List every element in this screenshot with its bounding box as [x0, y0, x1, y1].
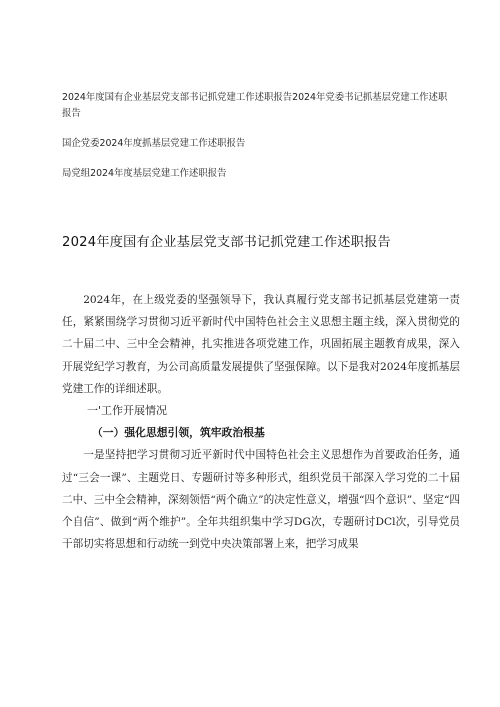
document-body — [62, 289, 460, 555]
section-heading: 一'工作开展情况 — [87, 404, 168, 418]
subsection-paragraph: 一是坚持把学习贯彻习近平新时代中国特色社会主义思想作为首要政治任务，通过“三会一课”、主题党日、专题研讨等多种形式，组织党员干部深入学习党的二十届二中、三中全会精神，深刻领悟“两个确立”的决定性意义，增强“四个意识”、坚定“四个自信”、做到“两个维护”。全年共组织集中学习DG次，专题研讨DCl次，引导党员干部切实将思想和行动统一到党中央决策部署上来，把学习成果 — [62, 449, 460, 551]
table-of-contents — [62, 90, 454, 196]
toc-item-2[interactable]: 国企党委2024年度抓基层党建工作述职报告 — [62, 138, 246, 149]
toc-item-1[interactable]: 2024年度国有企业基层党支部书记抓党建工作述职报告2024年党委书记抓基层党建工作述职报告 — [62, 92, 448, 119]
toc-item-3[interactable]: 局党组2024年度基层党建工作述职报告 — [62, 168, 227, 179]
intro-paragraph: 2024年，在上级党委的坚强领导下，我认真履行党支部书记抓基层党建第一责任，紧紧围绕学习贯彻习近平新时代中国特色社会主义思想主题主线，深入贯彻党的二十届二中、三中全会精神，扎实推进各项党建工作，巩固拓展主题教育成果，深入开展党纪学习教育，为公司高质量发展提供了坚强保障。以下是我对2024年度抓基层党建工作的详细述职。 — [62, 294, 460, 395]
document-title: 2024年度国有企业基层党支部书记抓党建工作述职报告 — [62, 235, 391, 250]
subsection-heading: （一）强化思想引领，筑牢政治根基 — [92, 426, 265, 440]
